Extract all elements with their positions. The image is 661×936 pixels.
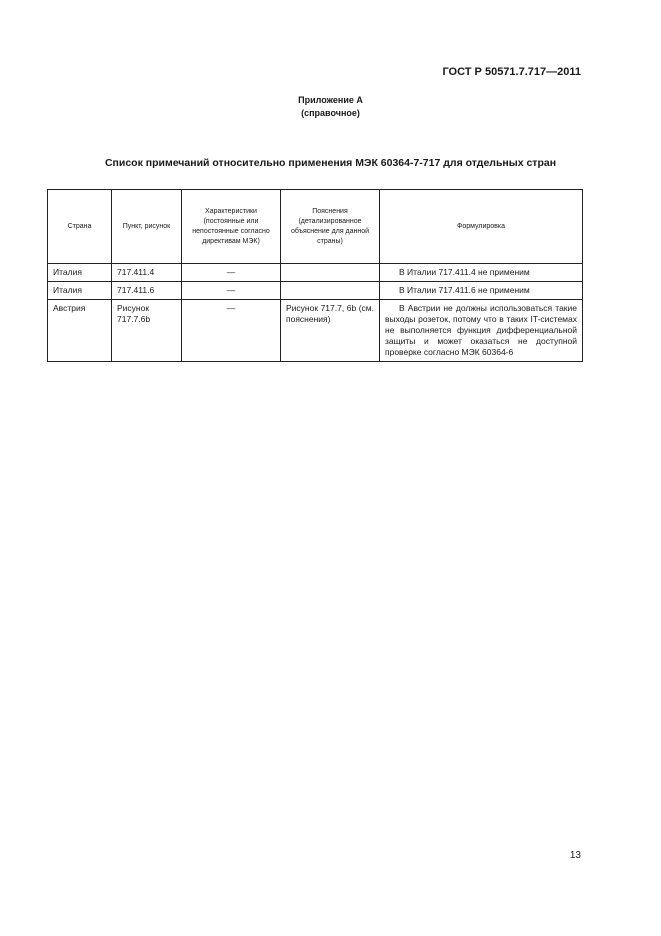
cell-explanations [281, 264, 380, 282]
cell-country: Италия [48, 282, 112, 300]
cell-characteristics: — [182, 282, 281, 300]
header-country: Страна [48, 190, 112, 264]
cell-wording: В Австрии не должны использоваться такие выходы розеток, потому что в таких IT-системах не выполняется функция дифференциальной защиты и может оказаться не доступной проверке согласно МЭК 60364-6 [380, 300, 583, 362]
cell-country: Австрия [48, 300, 112, 362]
header-explanations: Пояснения (детализированное объяснение для данной страны) [281, 190, 380, 264]
cell-clause: 717.411.6 [112, 282, 182, 300]
cell-wording: В Италии 717.411.6 не применим [380, 282, 583, 300]
table-row [48, 282, 583, 300]
cell-clause: 717.411.4 [112, 264, 182, 282]
cell-clause: Рисунок 717.7.6b [112, 300, 182, 362]
table-header-row [48, 190, 583, 264]
table-row [48, 264, 583, 282]
appendix-heading [0, 94, 661, 120]
appendix-type: (справочное) [301, 108, 360, 118]
header-clause: Пункт, рисунок [112, 190, 182, 264]
cell-wording: В Италии 717.411.4 не применим [380, 264, 583, 282]
appendix-title: Приложение А [298, 95, 363, 105]
cell-characteristics: — [182, 300, 281, 362]
cell-explanations [281, 282, 380, 300]
standard-code: ГОСТ Р 50571.7.717—2011 [442, 66, 581, 78]
country-notes-table [47, 189, 583, 362]
cell-explanations: Рисунок 717.7, 6b (см. пояснения) [281, 300, 380, 362]
cell-country: Италия [48, 264, 112, 282]
page-number: 13 [569, 850, 581, 861]
header-wording: Формулировка [380, 190, 583, 264]
list-title: Список примечаний относительно применения МЭК 60364-7-717 для отдельных стран [104, 157, 557, 169]
header-characteristics: Характеристики (постоянные или непостоянные согласно директивам МЭК) [182, 190, 281, 264]
table-row [48, 300, 583, 362]
cell-characteristics: — [182, 264, 281, 282]
